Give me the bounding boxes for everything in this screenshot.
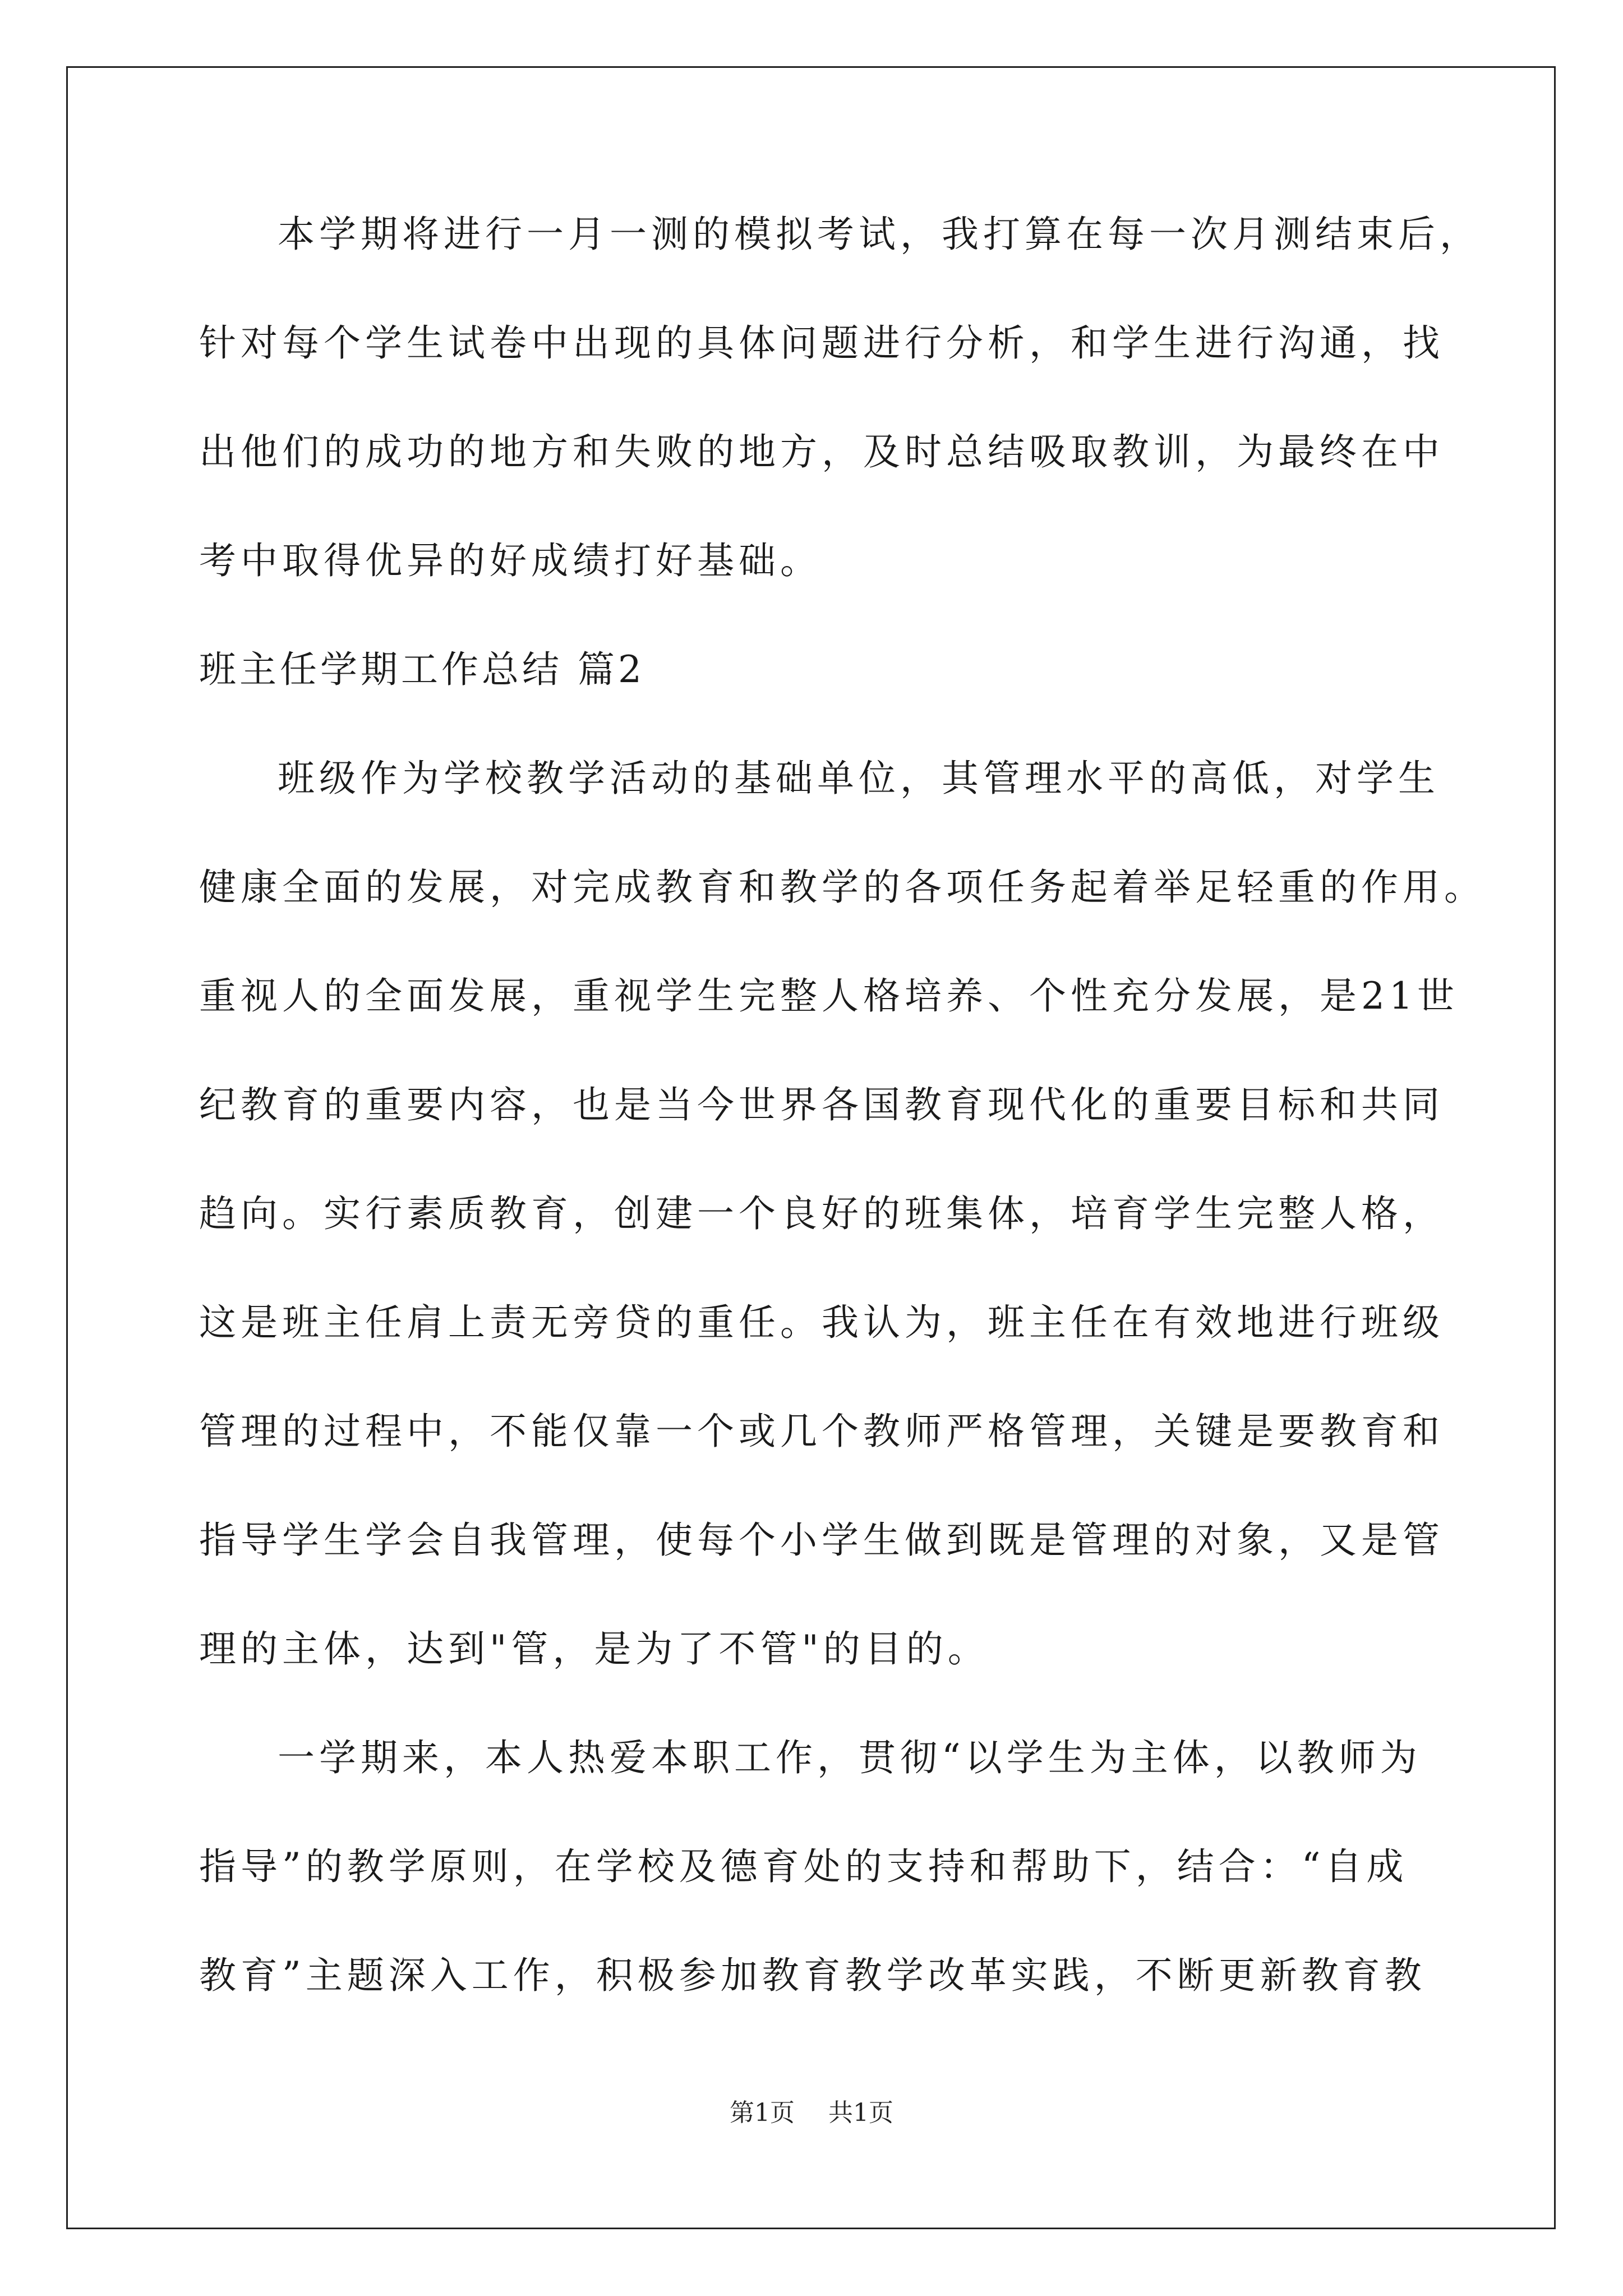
paragraph-line: 纪教育的重要内容，也是当今世界各国教育现代化的重要目标和共同: [199, 1083, 1444, 1126]
paragraph-line: 管理的过程中，不能仅靠一个或几个教师严格管理，关键是要教育和: [199, 1410, 1444, 1453]
page-number-current: 第1页: [730, 2099, 795, 2127]
page-number-total: 共1页: [828, 2099, 893, 2127]
paragraph-line: 重视人的全面发展，重视学生完整人格培养、个性充分发展，是21世: [199, 974, 1459, 1018]
paragraph-line: 教育”主题深入工作，积极参加教育教学改革实践，不断更新教育教: [199, 1954, 1426, 1997]
paragraph-line: 针对每个学生试卷中出现的具体问题进行分析，和学生进行沟通，找: [199, 321, 1444, 365]
section-heading: 班主任学期工作总结 篇2: [199, 648, 645, 691]
paragraph-line: 考中取得优异的好成绩打好基础。: [199, 539, 822, 582]
paragraph-line: 这是班主任肩上责无旁贷的重任。我认为，班主任在有效地进行班级: [199, 1301, 1444, 1344]
paragraph-line: 理的主体，达到"管，是为了不管"的目的。: [199, 1627, 989, 1671]
paragraph-line: 班级作为学校教学活动的基础单位，其管理水平的高低，对学生: [278, 757, 1440, 800]
page-footer: [0, 2099, 1623, 2127]
paragraph-line: 指导学生学会自我管理，使每个小学生做到既是管理的对象，又是管: [199, 1519, 1444, 1562]
paragraph-line: 本学期将进行一月一测的模拟考试，我打算在每一次月测结束后，: [278, 213, 1481, 256]
paragraph-line: 趋向。实行素质教育，创建一个良好的班集体，培育学生完整人格，: [199, 1192, 1444, 1235]
paragraph-line: 健康全面的发展，对完成教育和教学的各项任务起着举足轻重的作用。: [199, 866, 1486, 909]
paragraph-line: 指导”的教学原则，在学校及德育处的支持和帮助下，结合：“自成: [199, 1845, 1408, 1888]
paragraph-line: 出他们的成功的地方和失败的地方，及时总结吸取教训，为最终在中: [199, 430, 1444, 473]
paragraph-line: 一学期来，本人热爱本职工作，贯彻“以学生为主体，以教师为: [278, 1736, 1422, 1779]
document-body: [199, 213, 1486, 2066]
